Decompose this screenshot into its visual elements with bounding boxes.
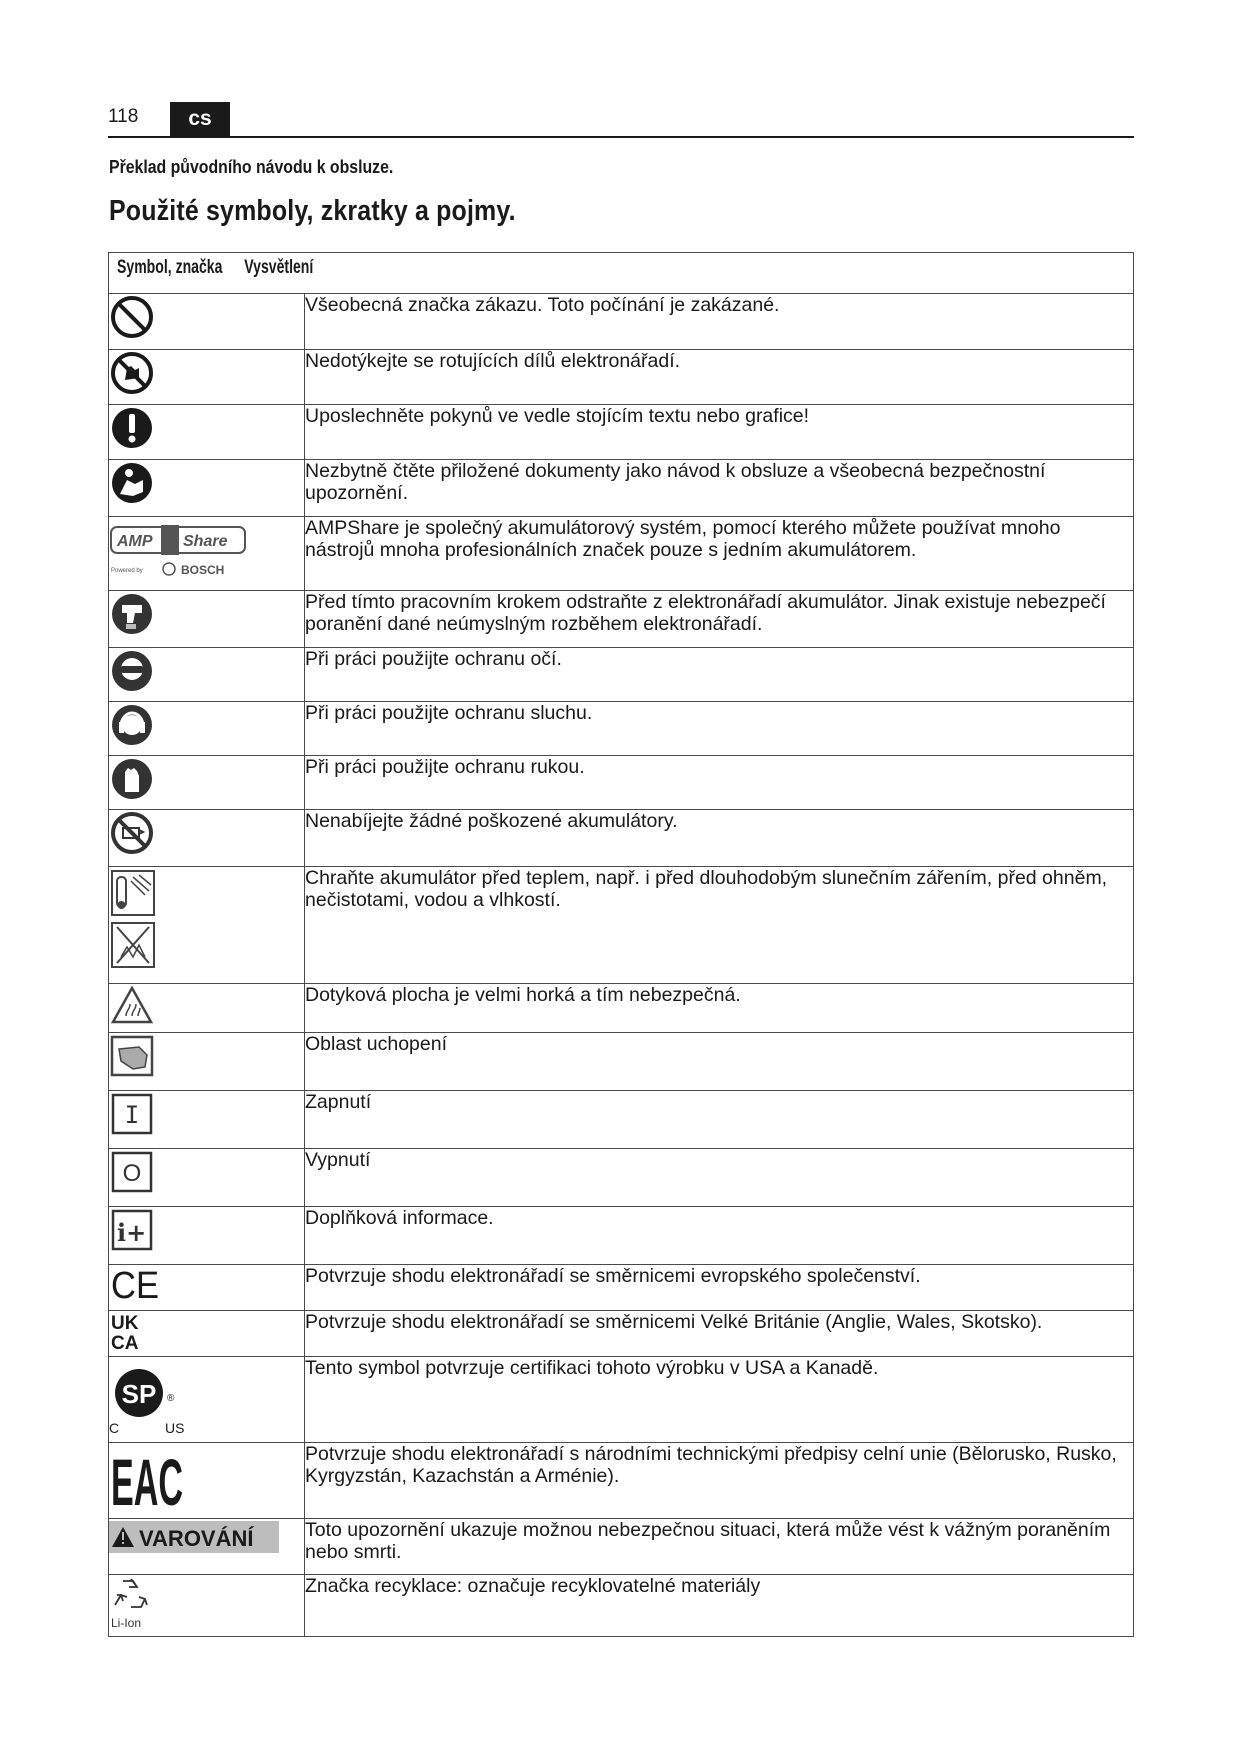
language-tag: cs xyxy=(170,102,230,136)
row-text: Uposlechněte pokynů ve vedle stojícím textu nebo grafice! xyxy=(305,405,1134,460)
row-text: Potvrzuje shodu elektronářadí se směrnicemi evropského společenství. xyxy=(305,1265,1134,1311)
table-row xyxy=(109,1357,1134,1443)
row-text: Při práci použijte ochranu sluchu. xyxy=(305,702,1134,756)
hearing-protection-icon xyxy=(109,702,155,748)
switch-off-glyph: O xyxy=(122,1160,142,1187)
row-text: Potvrzuje shodu elektronářadí se směrnicemi Velké Británie (Anglie, Wales, Skotsko). xyxy=(305,1311,1134,1357)
table-row xyxy=(109,756,1134,810)
table-row xyxy=(109,702,1134,756)
ukca-glyph-bottom: CA xyxy=(111,1333,139,1354)
svg-text:BOSCH: BOSCH xyxy=(181,563,225,577)
table-row xyxy=(109,1311,1134,1357)
row-text: Oblast uchopení xyxy=(305,1033,1134,1091)
page-number: 118 xyxy=(108,106,139,127)
row-text: Toto upozornění ukazuje možnou nebezpečnou situaci, která může vést k vážným poraněním nebo smrti. xyxy=(305,1519,1134,1575)
table-row xyxy=(109,1519,1134,1575)
additional-info-icon xyxy=(109,1207,155,1253)
ampshare-logo xyxy=(109,517,249,579)
ukca-mark-icon xyxy=(109,1311,149,1354)
table-header-row xyxy=(109,253,1134,294)
switch-on-icon xyxy=(109,1091,155,1137)
row-text: Tento symbol potvrzuje certifikaci tohoto výrobku v USA a Kanadě. xyxy=(305,1357,1134,1443)
table-row xyxy=(109,350,1134,405)
column-header-symbol: Symbol, značka xyxy=(117,257,223,278)
row-text: Nedotýkejte se rotujících dílů elektronářadí. xyxy=(305,350,1134,405)
grip-area-icon xyxy=(109,1033,155,1079)
table-row xyxy=(109,1033,1134,1091)
column-header-explanation: Vysvětlení xyxy=(244,257,314,278)
table-row xyxy=(109,1265,1134,1311)
svg-text:Share: Share xyxy=(183,533,228,550)
row-text: Vypnutí xyxy=(305,1149,1134,1207)
eye-protection-icon xyxy=(109,648,155,694)
do-not-touch-rotating-parts-icon xyxy=(109,350,155,396)
section-title: Použité symboly, zkratky a pojmy. xyxy=(109,195,516,227)
table-row xyxy=(109,648,1134,702)
document-subtitle: Překlad původního návodu k obsluze. xyxy=(109,157,394,177)
table-row xyxy=(109,984,1134,1033)
row-text: Před tímto pracovním krokem odstraňte z elektronářadí akumulátor. Jinak existuje nebezpečí poranění dané neúmyslným rozběhem elektronářadí. xyxy=(305,591,1134,648)
csa-mark-icon xyxy=(109,1357,199,1435)
battery-heat-moisture-icons xyxy=(109,867,159,971)
table-row xyxy=(109,591,1134,648)
csa-glyph: SP xyxy=(121,1379,157,1409)
table-row xyxy=(109,1149,1134,1207)
eac-mark-icon xyxy=(109,1443,189,1519)
svg-text:Powered by: Powered by xyxy=(111,568,143,574)
warning-label-icon xyxy=(109,1519,279,1555)
eac-glyph: EAC xyxy=(111,1445,183,1519)
switch-on-glyph: I xyxy=(124,1101,140,1129)
csa-right: US xyxy=(165,1420,185,1436)
table-row xyxy=(109,1091,1134,1149)
exclamation-icon xyxy=(109,405,155,451)
symbols-table xyxy=(108,252,1134,1637)
table-row xyxy=(109,517,1134,591)
table-row xyxy=(109,405,1134,460)
hot-surface-icon xyxy=(109,984,155,1026)
row-text: Všeobecná značka zákazu. Toto počínání je zakázané. xyxy=(305,294,1134,350)
read-manual-icon xyxy=(109,460,155,506)
ce-mark-icon xyxy=(109,1265,165,1307)
row-text: Při práci použijte ochranu očí. xyxy=(305,648,1134,702)
row-text: Značka recyklace: označuje recyklovatelné materiály xyxy=(305,1575,1134,1637)
row-text: Nenabíjejte žádné poškozené akumulátory. xyxy=(305,810,1134,867)
row-text: Zapnutí xyxy=(305,1091,1134,1149)
row-text: Nezbytně čtěte přiložené dokumenty jako návod k obsluze a všeobecná bezpečnostní upozornění. xyxy=(305,460,1134,517)
svg-text:AMP: AMP xyxy=(117,533,153,550)
header-rule xyxy=(108,136,1134,138)
switch-off-icon xyxy=(109,1149,155,1195)
svg-text:®: ® xyxy=(167,1393,175,1404)
table-row xyxy=(109,1443,1134,1519)
table-row xyxy=(109,1575,1134,1637)
csa-left: C xyxy=(109,1420,120,1436)
warning-label-text: VAROVÁNÍ xyxy=(139,1526,254,1551)
table-row xyxy=(109,867,1134,984)
table-row xyxy=(109,810,1134,867)
remove-battery-icon xyxy=(109,591,155,637)
row-text: Dotyková plocha je velmi horká a tím nebezpečná. xyxy=(305,984,1134,1033)
row-text: Při práci použijte ochranu rukou. xyxy=(305,756,1134,810)
recycling-li-ion-icon xyxy=(109,1575,159,1631)
row-text: Chraňte akumulátor před teplem, např. i před dlouhodobým slunečním zářením, před ohněm, nečistotami, vodou a vlhkostí. xyxy=(305,867,1134,984)
table-row xyxy=(109,294,1134,350)
row-text: Potvrzuje shodu elektronářadí s národními technickými předpisy celní unie (Bělorusko, Rusko, Kyrgyzstán, Kazachstán a Arménie). xyxy=(305,1443,1134,1519)
ukca-glyph-top: UK xyxy=(111,1313,139,1334)
hand-protection-icon xyxy=(109,756,155,802)
row-text: AMPShare je společný akumulátorový systém, pomocí kterého můžete používat mnoho nástrojů mnoha profesionálních značek pouze s jedním akumulátorem. xyxy=(305,517,1134,591)
info-glyph: i+ xyxy=(117,1218,147,1247)
recycling-label: Li-Ion xyxy=(111,1616,142,1630)
table-row xyxy=(109,460,1134,517)
row-text: Doplňková informace. xyxy=(305,1207,1134,1265)
no-damaged-battery-charging-icon xyxy=(109,810,155,856)
prohibition-icon xyxy=(109,294,155,340)
table-row xyxy=(109,1207,1134,1265)
ce-glyph: CE xyxy=(111,1265,159,1307)
